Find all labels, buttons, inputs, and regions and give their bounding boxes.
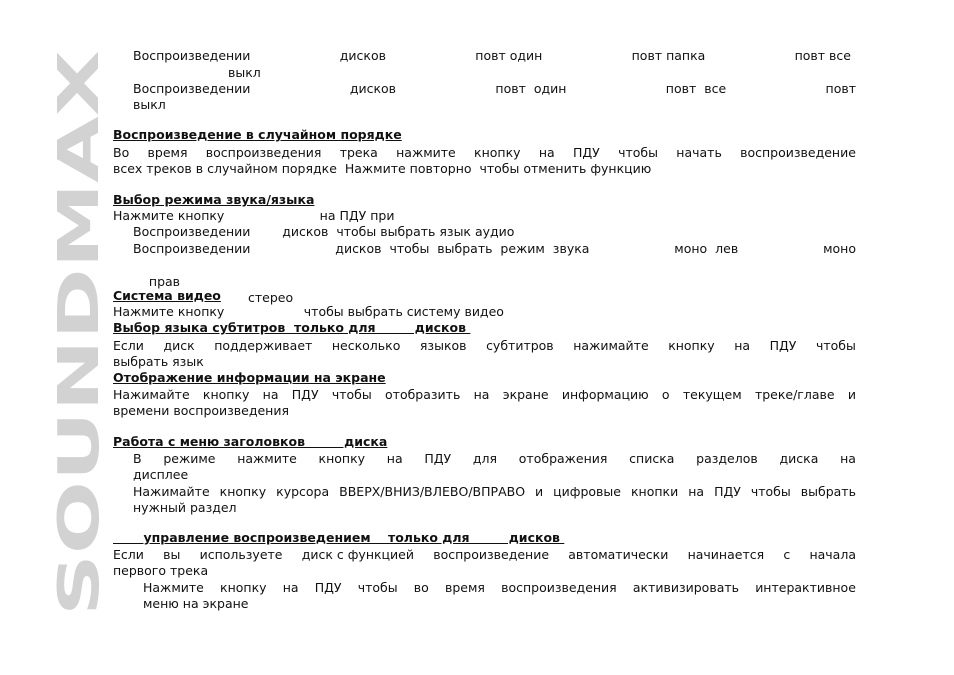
heading-random-play: Воспроизведение в случайном порядке bbox=[113, 127, 402, 142]
text-segment: субтитров bbox=[486, 338, 554, 353]
text-segment: экране bbox=[502, 387, 549, 402]
random-play-text-cont: всех треков в случайном порядке Нажмите повторно чтобы отменить функцию bbox=[113, 161, 652, 176]
text-segment: дисков bbox=[349, 81, 397, 96]
text-segment: время bbox=[147, 145, 188, 160]
text-segment: начинается bbox=[687, 547, 765, 562]
heading-subtitle-language: Выбор языка субтитров только для дисков bbox=[113, 320, 471, 335]
text-segment: Если bbox=[113, 338, 144, 353]
text-segment: ПДУ bbox=[291, 387, 319, 402]
text-segment: Нажимайте bbox=[133, 484, 210, 499]
text-segment: начать bbox=[676, 145, 722, 160]
text-segment: кнопку bbox=[474, 145, 521, 160]
text-segment: диска bbox=[779, 451, 819, 466]
text-segment: воспроизведение bbox=[433, 547, 550, 562]
text-segment: поддерживает bbox=[214, 338, 313, 353]
text-segment: нажмите bbox=[237, 451, 297, 466]
text-segment: с bbox=[783, 547, 791, 562]
title-menu-text-1 bbox=[133, 451, 856, 467]
text-segment: выбрать bbox=[800, 484, 856, 499]
text-segment: Нажмите bbox=[143, 580, 204, 595]
text-segment: Воспроизведении bbox=[133, 81, 251, 96]
text-segment: кнопку bbox=[219, 484, 267, 499]
playback-control-text bbox=[113, 547, 856, 563]
text-segment: начала bbox=[809, 547, 856, 562]
text-segment: отобразить bbox=[385, 387, 461, 402]
heading-title-menu: Работа с меню заголовков диска bbox=[113, 434, 388, 449]
text-segment: разделов bbox=[696, 451, 758, 466]
heading-onscreen-info: Отображение информации на экране bbox=[113, 370, 386, 385]
text-segment: ПДУ bbox=[424, 451, 452, 466]
text-segment: интерактивное bbox=[755, 580, 856, 595]
audio-mode-item-1: Воспроизведении дисков чтобы выбрать язык аудио bbox=[133, 224, 515, 239]
text-segment: на bbox=[840, 451, 856, 466]
text-segment: чтобы bbox=[331, 387, 372, 402]
heading-audio-mode: Выбор режима звука/языка bbox=[113, 192, 315, 207]
text-segment: используете bbox=[199, 547, 283, 562]
text-segment: кнопку bbox=[318, 451, 366, 466]
text-segment: активизировать bbox=[632, 580, 740, 595]
text-segment: на bbox=[734, 338, 751, 353]
text-segment: и bbox=[535, 484, 544, 499]
text-segment: диск bbox=[163, 338, 195, 353]
text-segment: повт все bbox=[794, 48, 851, 63]
repeat-line-1 bbox=[133, 48, 851, 64]
text-segment: отображения bbox=[518, 451, 608, 466]
audio-mode-intro: Нажмите кнопку на ПДУ при bbox=[113, 208, 395, 223]
text-segment: чтобы bbox=[357, 580, 398, 595]
text-segment: языков bbox=[419, 338, 467, 353]
text-segment: кнопку bbox=[668, 338, 715, 353]
text-segment: моно bbox=[823, 241, 856, 256]
text-segment: нажимайте bbox=[573, 338, 649, 353]
text-segment: повт один bbox=[475, 48, 543, 63]
text-segment: вы bbox=[163, 547, 181, 562]
text-segment: треке/главе bbox=[754, 387, 835, 402]
text-segment: и bbox=[847, 387, 856, 402]
interactive-menu-text bbox=[143, 580, 856, 596]
text-segment: кнопку bbox=[202, 387, 250, 402]
text-segment: на bbox=[688, 484, 705, 499]
onscreen-info-text bbox=[113, 387, 856, 403]
text-segment: режиме bbox=[163, 451, 216, 466]
text-segment: несколько bbox=[331, 338, 401, 353]
text-segment: кнопку bbox=[220, 580, 267, 595]
text-segment: воспроизведения bbox=[205, 145, 322, 160]
text-segment: на bbox=[538, 145, 555, 160]
text-segment: повт один bbox=[495, 81, 567, 96]
random-play-text bbox=[113, 145, 856, 161]
text-segment: ВВЕРХ/ВНИЗ/ВЛЕВО/ВПРАВО bbox=[339, 484, 526, 499]
text-segment: на bbox=[473, 387, 490, 402]
soundmax-logo-text: SOUNDMAX bbox=[47, 246, 112, 616]
audio-mode-stereo: стерео bbox=[248, 290, 294, 305]
text-segment: повт все bbox=[665, 81, 727, 96]
playback-control-text-cont: первого трека bbox=[113, 563, 209, 578]
text-segment: цифровые bbox=[553, 484, 621, 499]
interactive-menu-text-cont: меню на экране bbox=[143, 596, 249, 611]
text-segment: кнопки bbox=[631, 484, 679, 499]
text-segment: для bbox=[472, 451, 498, 466]
heading-playback-control: управление воспроизведением только для дисков bbox=[113, 530, 565, 545]
text-segment: ПДУ bbox=[572, 145, 600, 160]
heading-video-system: Система видео bbox=[113, 288, 221, 303]
video-system-text: Нажмите кнопку чтобы выбрать систему видео bbox=[113, 304, 504, 319]
subtitle-text-cont: выбрать язык bbox=[113, 354, 204, 369]
text-segment: Воспроизведении bbox=[133, 48, 251, 63]
text-segment: информацию bbox=[561, 387, 649, 402]
text-segment: о bbox=[661, 387, 670, 402]
text-segment: ПДУ bbox=[769, 338, 797, 353]
text-segment: Если bbox=[113, 547, 144, 562]
text-segment: Нажимайте bbox=[113, 387, 190, 402]
text-segment: чтобы bbox=[750, 484, 791, 499]
text-segment: автоматически bbox=[568, 547, 669, 562]
text-segment: дисков bbox=[339, 48, 386, 63]
text-segment: чтобы bbox=[618, 145, 658, 160]
text-segment: курсора bbox=[276, 484, 330, 499]
text-segment: текущем bbox=[682, 387, 742, 402]
text-segment: время bbox=[444, 580, 485, 595]
text-segment: на bbox=[262, 387, 279, 402]
title-menu-text-2-cont: нужный раздел bbox=[133, 500, 237, 515]
text-segment: нажмите bbox=[396, 145, 456, 160]
text-segment: диск с функцией bbox=[301, 547, 414, 562]
text-segment: на bbox=[386, 451, 403, 466]
text-segment: списка bbox=[629, 451, 675, 466]
audio-mode-item-2 bbox=[133, 241, 856, 257]
text-segment: чтобы bbox=[815, 338, 856, 353]
text-segment: на bbox=[282, 580, 299, 595]
title-menu-text-2 bbox=[133, 484, 856, 500]
repeat-line-2 bbox=[133, 81, 856, 97]
text-segment: ПДУ bbox=[714, 484, 741, 499]
text-segment: В bbox=[133, 451, 142, 466]
text-segment: воспроизведение bbox=[740, 145, 856, 160]
repeat-line-1-cont: выкл bbox=[228, 65, 261, 80]
audio-mode-right: прав bbox=[148, 274, 181, 289]
subtitle-text bbox=[113, 338, 856, 354]
text-segment: Воспроизведении bbox=[133, 241, 251, 256]
text-segment: ПДУ bbox=[314, 580, 342, 595]
text-segment: повт bbox=[825, 81, 856, 96]
text-segment: дисков чтобы выбрать режим звука bbox=[335, 241, 590, 256]
text-segment: моно лев bbox=[674, 241, 739, 256]
repeat-line-2-cont: выкл bbox=[133, 97, 166, 112]
title-menu-text-1-cont: дисплее bbox=[133, 467, 189, 482]
text-segment: Во bbox=[113, 145, 130, 160]
onscreen-info-text-cont: времени воспроизведения bbox=[113, 403, 290, 418]
text-segment: трека bbox=[339, 145, 378, 160]
text-segment: повт папка bbox=[631, 48, 706, 63]
text-segment: воспроизведения bbox=[501, 580, 617, 595]
text-segment: во bbox=[413, 580, 429, 595]
